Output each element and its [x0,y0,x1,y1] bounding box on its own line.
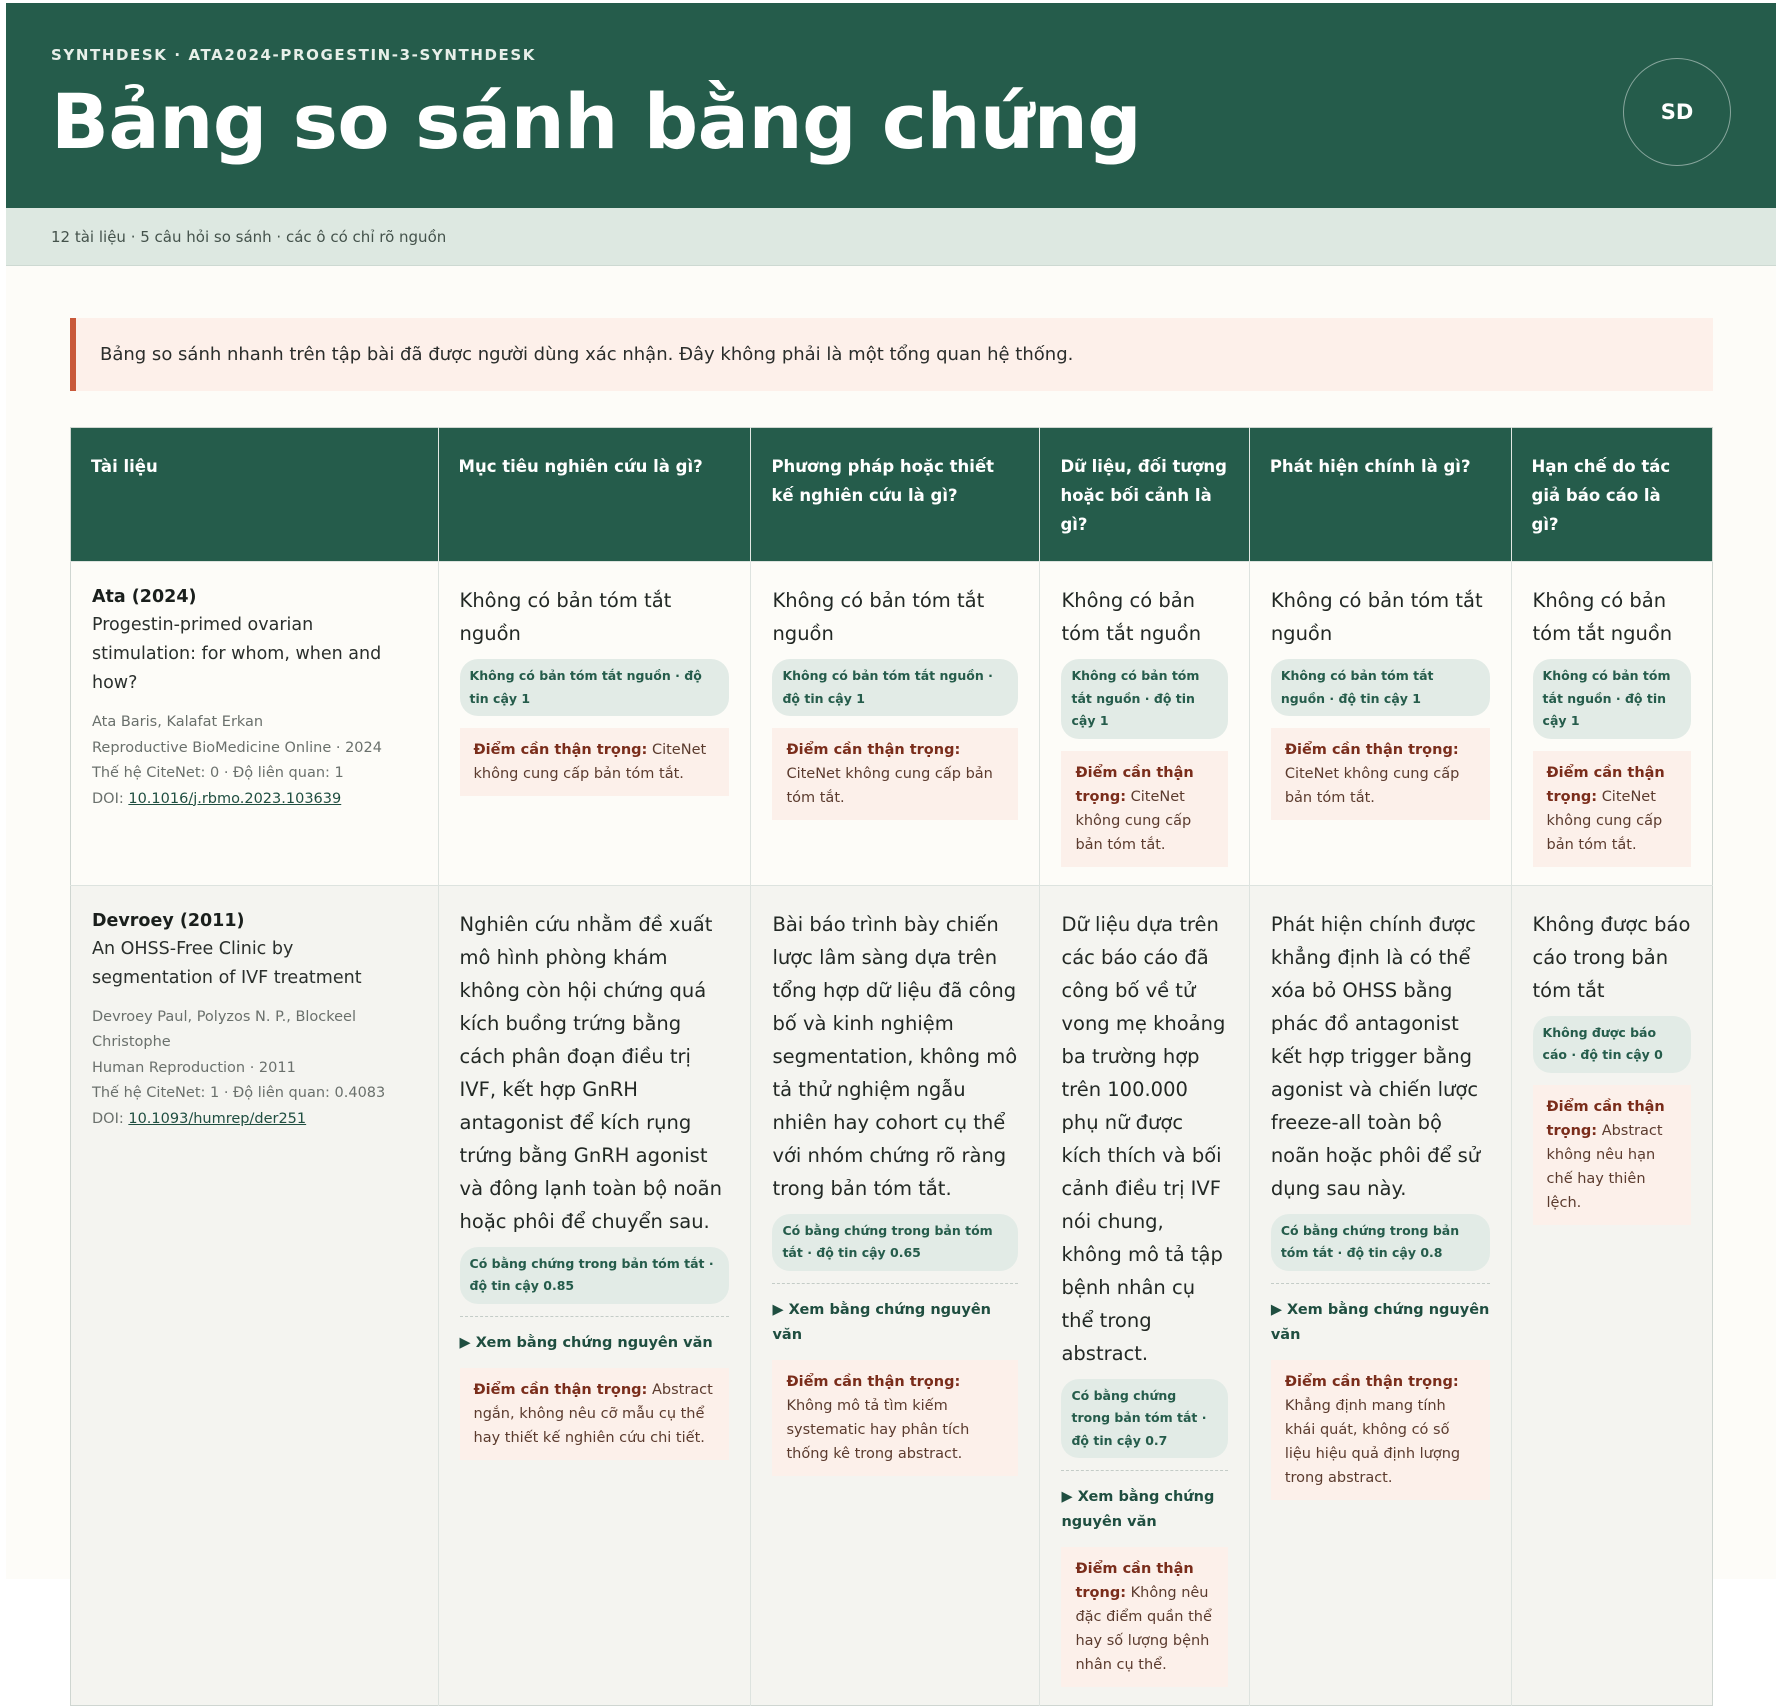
document-journal: Human Reproduction · 2011 [92,1059,296,1076]
caution-note [1271,1360,1490,1500]
evidence-toggle-label: Xem bằng chứng nguyên văn [1270,1301,1490,1343]
answer-cell [1040,885,1249,1706]
caution-label: Điểm cần thận trọng: [1546,1098,1665,1139]
verbatim-evidence-toggle[interactable] [460,1316,730,1356]
confidence-badge: Không có bản tóm tắt nguồn · độ tin cậy 1 [1533,659,1691,739]
caution-text: Không nêu đặc điểm quần thể hay số lượng bệnh nhân cụ thể. [1075,1585,1212,1673]
confidence-badge: Không được báo cáo · độ tin cậy 0 [1533,1016,1691,1073]
doi-link[interactable]: 10.1093/humrep/der251 [128,1110,307,1127]
document-title: Progestin-primed ovarian stimulation: for whom, when and how? [92,615,382,693]
caret-right-icon: ▶ [1061,1489,1073,1505]
document-title: An OHSS-Free Clinic by segmentation of IVF treatment [92,938,362,988]
doi-link[interactable]: 10.1016/j.rbmo.2023.103639 [128,790,342,807]
cell-answer: Bài báo trình bày chiến lược lâm sàng dựa trên tổng hợp dữ liệu đã công bố và kinh nghiệm segmentation, không mô tả thử nghiệm ngẫu nhiên hay cohort cụ thể với nhóm chứng rõ ràng trong bản tóm tắt. [772,912,1018,1200]
caution-label: Điểm cần thận trọng: [473,1381,648,1398]
confidence-badge: Không có bản tóm tắt nguồn · độ tin cậy 1 [1271,659,1490,716]
column-header-objective: Mục tiêu nghiên cứu là gì? [438,428,751,562]
answer-cell [438,562,751,886]
document-cell [71,562,439,886]
document-authors: Ata Baris, Kalafat Erkan [92,714,264,730]
user-avatar[interactable]: SD [1623,58,1731,166]
caution-note [772,728,1018,820]
answer-cell [1249,885,1511,1706]
caution-note [460,728,730,796]
cell-answer: Không có bản tóm tắt nguồn [1061,589,1202,645]
caution-label: Điểm cần thận trọng: [1546,764,1665,805]
caution-text: CiteNet không cung cấp bản tóm tắt. [473,742,707,782]
confidence-badge: Có bằng chứng trong bản tóm tắt · độ tin cậy 0.7 [1061,1379,1227,1459]
caution-label: Điểm cần thận trọng: [786,1373,961,1390]
answer-cell [1040,562,1249,886]
column-header-findings: Phát hiện chính là gì? [1249,428,1511,562]
document-heading: Devroey (2011) [92,910,245,931]
table-header-row [71,428,1713,562]
caution-note [1061,1547,1227,1687]
cell-answer: Phát hiện chính được khẳng định là có thể xóa bỏ OHSS bằng phác đồ antagonist kết hợp trigger bằng agonist và chiến lược freeze-all toàn bộ noãn hoặc phôi để sử dụng sau này. [1270,912,1481,1200]
document-doi [92,787,417,813]
confidence-badge: Có bằng chứng trong bản tóm tắt · độ tin cậy 0.85 [460,1247,730,1304]
column-header-document: Tài liệu [71,428,439,562]
evidence-table [70,427,1713,1706]
page-title: Bảng so sánh bằng chứng [51,77,1142,166]
caution-text: CiteNet không cung cấp bản tóm tắt. [1546,788,1663,853]
table-row [71,885,1713,1706]
answer-cell [1511,562,1712,886]
column-header-limitations: Hạn chế do tác giả báo cáo là gì? [1511,428,1712,562]
caret-right-icon: ▶ [459,1334,471,1351]
caret-right-icon: ▶ [1270,1301,1282,1318]
document-cell [71,885,439,1706]
cell-answer: Không được báo cáo trong bản tóm tắt [1532,912,1691,1002]
confidence-badge: Có bằng chứng trong bản tóm tắt · độ tin cậy 0.8 [1271,1214,1490,1271]
document-citenet-meta: Thế hệ CiteNet: 1 · Độ liên quan: 0.4083 [92,1085,386,1101]
column-header-method: Phương pháp hoặc thiết kế nghiên cứu là gì? [751,428,1040,562]
answer-cell [751,885,1040,1706]
cell-answer: Dữ liệu dựa trên các báo cáo đã công bố về tử vong mẹ khoảng ba trường hợp trên 100.000 phụ nữ được kích thích và bối cảnh điều trị IVF nói chung, không mô tả tập bệnh nhân cụ thể trong abstract. [1061,912,1226,1365]
confidence-badge: Có bằng chứng trong bản tóm tắt · độ tin cậy 0.65 [772,1214,1018,1271]
document-heading: Ata (2024) [92,587,197,607]
caution-note [772,1360,1018,1476]
caution-label: Điểm cần thận trọng: [1284,742,1459,758]
cell-answer: Không có bản tóm tắt nguồn [1270,589,1483,645]
cell-answer: Không có bản tóm tắt nguồn [1532,589,1673,645]
caution-label: Điểm cần thận trọng: [473,742,648,758]
caution-label: Điểm cần thận trọng: [1075,764,1194,805]
evidence-toggle-label: Xem bằng chứng nguyên văn [1061,1489,1215,1530]
caution-note [1533,751,1691,867]
cell-answer: Nghiên cứu nhằm đề xuất mô hình phòng khám không còn hội chứng quá kích buồng trứng bằng cách phân đoạn điều trị IVF, kết hợp GnRH antagonist để kích rụng trứng bằng GnRH agonist và đông lạnh toàn bộ noãn hoặc phôi để chuyển sau. [459,912,722,1233]
evidence-toggle-label: Xem bằng chứng nguyên văn [475,1334,713,1351]
caution-note [1271,728,1490,820]
answer-cell [1249,562,1511,886]
caution-label: Điểm cần thận trọng: [1075,1561,1194,1601]
caution-text: CiteNet không cung cấp bản tóm tắt. [1284,766,1460,806]
doi-label: DOI: [92,1110,124,1127]
caution-text: Không mô tả tìm kiếm systematic hay phân tích thống kê trong abstract. [786,1397,970,1462]
cell-answer: Không có bản tóm tắt nguồn [459,589,672,645]
caution-text: Abstract không nêu hạn chế hay thiên lệch. [1546,1122,1663,1211]
doi-label: DOI: [92,790,124,807]
document-citenet-meta: Thế hệ CiteNet: 0 · Độ liên quan: 1 [92,765,344,781]
caution-text: CiteNet không cung cấp bản tóm tắt. [1075,788,1192,853]
caution-note [1061,751,1227,867]
caution-text: CiteNet không cung cấp bản tóm tắt. [786,766,993,806]
confidence-badge: Không có bản tóm tắt nguồn · độ tin cậy 1 [460,659,730,716]
column-header-data: Dữ liệu, đối tượng hoặc bối cảnh là gì? [1040,428,1249,562]
caution-label: Điểm cần thận trọng: [1284,1373,1459,1390]
caution-text: Abstract ngắn, không nêu cỡ mẫu cụ thể hay thiết kế nghiên cứu chi tiết. [473,1381,713,1446]
confidence-badge: Không có bản tóm tắt nguồn · độ tin cậy 1 [1061,659,1227,739]
document-journal: Reproductive BioMedicine Online · 2024 [92,739,382,756]
caution-text: Khẳng định mang tính khái quát, không có số liệu hiệu quả định lượng trong abstract. [1284,1397,1461,1486]
document-doi [92,1107,417,1133]
evidence-toggle-label: Xem bằng chứng nguyên văn [772,1301,991,1343]
answer-cell [1511,885,1712,1706]
document-authors: Devroey Paul, Polyzos N. P., Blockeel Christophe [92,1008,357,1050]
caution-label: Điểm cần thận trọng: [786,742,961,758]
disclaimer-notice: Bảng so sánh nhanh trên tập bài đã được người dùng xác nhận. Đây không phải là một tổng quan hệ thống. [70,318,1713,391]
caution-note [460,1368,730,1460]
confidence-badge: Không có bản tóm tắt nguồn · độ tin cậy 1 [772,659,1018,716]
cell-answer: Không có bản tóm tắt nguồn [772,589,985,645]
caution-note [1533,1085,1691,1225]
answer-cell [751,562,1040,886]
table-row [71,562,1713,886]
verbatim-evidence-toggle[interactable] [1061,1470,1227,1535]
answer-cell [438,885,751,1706]
verbatim-evidence-toggle[interactable] [1271,1283,1490,1348]
breadcrumb: SYNTHDESK · ATA2024-PROGESTIN-3-SYNTHDESK [51,46,537,64]
summary-bar: 12 tài liệu · 5 câu hỏi so sánh · các ô có chỉ rõ nguồn [6,208,1776,266]
page-header [6,3,1776,208]
caret-right-icon: ▶ [772,1301,784,1318]
verbatim-evidence-toggle[interactable] [772,1283,1018,1348]
app-page [6,3,1776,1673]
